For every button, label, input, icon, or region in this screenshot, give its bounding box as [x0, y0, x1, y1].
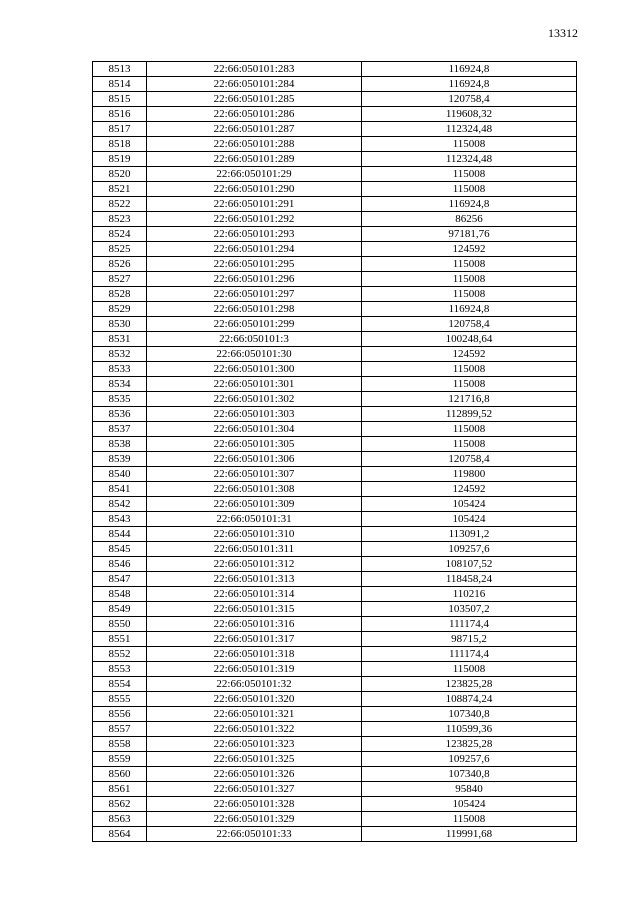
value-cell: 107340,8	[362, 707, 577, 722]
cadastral-number-cell: 22:66:050101:317	[147, 632, 362, 647]
table-row	[93, 152, 577, 167]
row-number-cell: 8543	[93, 512, 147, 527]
row-number-cell: 8545	[93, 542, 147, 557]
value-cell: 100248,64	[362, 332, 577, 347]
table-row	[93, 527, 577, 542]
table-row	[93, 197, 577, 212]
value-cell: 112324,48	[362, 152, 577, 167]
cadastral-number-cell: 22:66:050101:313	[147, 572, 362, 587]
cadastral-number-cell: 22:66:050101:327	[147, 782, 362, 797]
table-row	[93, 92, 577, 107]
row-number-cell: 8552	[93, 647, 147, 662]
value-cell: 124592	[362, 242, 577, 257]
table-row	[93, 347, 577, 362]
cadastral-number-cell: 22:66:050101:302	[147, 392, 362, 407]
value-cell: 124592	[362, 482, 577, 497]
value-cell: 112324,48	[362, 122, 577, 137]
row-number-cell: 8562	[93, 797, 147, 812]
table-row	[93, 692, 577, 707]
table-row	[93, 542, 577, 557]
row-number-cell: 8549	[93, 602, 147, 617]
table-row	[93, 512, 577, 527]
cadastral-number-cell: 22:66:050101:32	[147, 677, 362, 692]
cadastral-number-cell: 22:66:050101:300	[147, 362, 362, 377]
cadastral-number-cell: 22:66:050101:325	[147, 752, 362, 767]
table-row	[93, 437, 577, 452]
row-number-cell: 8541	[93, 482, 147, 497]
table-row	[93, 827, 577, 842]
row-number-cell: 8538	[93, 437, 147, 452]
row-number-cell: 8527	[93, 272, 147, 287]
table-row	[93, 257, 577, 272]
cadastral-number-cell: 22:66:050101:287	[147, 122, 362, 137]
cadastral-number-cell: 22:66:050101:318	[147, 647, 362, 662]
cadastral-number-cell: 22:66:050101:33	[147, 827, 362, 842]
row-number-cell: 8544	[93, 527, 147, 542]
cadastral-number-cell: 22:66:050101:294	[147, 242, 362, 257]
value-cell: 121716,8	[362, 392, 577, 407]
table-row	[93, 482, 577, 497]
cadastral-number-cell: 22:66:050101:323	[147, 737, 362, 752]
table-row	[93, 617, 577, 632]
value-cell: 109257,6	[362, 752, 577, 767]
cadastral-number-cell: 22:66:050101:310	[147, 527, 362, 542]
cadastral-number-cell: 22:66:050101:304	[147, 422, 362, 437]
cadastral-number-cell: 22:66:050101:31	[147, 512, 362, 527]
cadastral-number-cell: 22:66:050101:295	[147, 257, 362, 272]
table-row	[93, 737, 577, 752]
value-cell: 86256	[362, 212, 577, 227]
value-cell: 111174,4	[362, 617, 577, 632]
table-row	[93, 317, 577, 332]
value-cell: 120758,4	[362, 92, 577, 107]
table-body	[93, 62, 577, 842]
cadastral-number-cell: 22:66:050101:29	[147, 167, 362, 182]
value-cell: 105424	[362, 497, 577, 512]
row-number-cell: 8531	[93, 332, 147, 347]
table-row	[93, 812, 577, 827]
row-number-cell: 8537	[93, 422, 147, 437]
value-cell: 118458,24	[362, 572, 577, 587]
table-row	[93, 662, 577, 677]
table-row	[93, 182, 577, 197]
row-number-cell: 8546	[93, 557, 147, 572]
row-number-cell: 8518	[93, 137, 147, 152]
table-row	[93, 227, 577, 242]
cadastral-number-cell: 22:66:050101:306	[147, 452, 362, 467]
row-number-cell: 8547	[93, 572, 147, 587]
table-row	[93, 332, 577, 347]
table-row	[93, 707, 577, 722]
cadastral-number-cell: 22:66:050101:289	[147, 152, 362, 167]
cadastral-number-cell: 22:66:050101:305	[147, 437, 362, 452]
row-number-cell: 8529	[93, 302, 147, 317]
row-number-cell: 8555	[93, 692, 147, 707]
cadastral-number-cell: 22:66:050101:311	[147, 542, 362, 557]
row-number-cell: 8523	[93, 212, 147, 227]
table-row	[93, 62, 577, 77]
value-cell: 113091,2	[362, 527, 577, 542]
row-number-cell: 8534	[93, 377, 147, 392]
table-row	[93, 572, 577, 587]
cadastral-number-cell: 22:66:050101:30	[147, 347, 362, 362]
row-number-cell: 8548	[93, 587, 147, 602]
row-number-cell: 8560	[93, 767, 147, 782]
cadastral-number-cell: 22:66:050101:286	[147, 107, 362, 122]
row-number-cell: 8535	[93, 392, 147, 407]
value-cell: 115008	[362, 812, 577, 827]
row-number-cell: 8513	[93, 62, 147, 77]
value-cell: 111174,4	[362, 647, 577, 662]
value-cell: 108107,52	[362, 557, 577, 572]
cadastral-value-table	[92, 61, 577, 842]
cadastral-number-cell: 22:66:050101:293	[147, 227, 362, 242]
row-number-cell: 8564	[93, 827, 147, 842]
table-row	[93, 467, 577, 482]
row-number-cell: 8561	[93, 782, 147, 797]
row-number-cell: 8558	[93, 737, 147, 752]
table-row	[93, 632, 577, 647]
value-cell: 115008	[362, 287, 577, 302]
cadastral-number-cell: 22:66:050101:322	[147, 722, 362, 737]
value-cell: 120758,4	[362, 317, 577, 332]
value-cell: 108874,24	[362, 692, 577, 707]
value-cell: 112899,52	[362, 407, 577, 422]
row-number-cell: 8516	[93, 107, 147, 122]
value-cell: 119800	[362, 467, 577, 482]
cadastral-number-cell: 22:66:050101:314	[147, 587, 362, 602]
value-cell: 116924,8	[362, 302, 577, 317]
table-row	[93, 167, 577, 182]
value-cell: 124592	[362, 347, 577, 362]
row-number-cell: 8553	[93, 662, 147, 677]
table-row	[93, 722, 577, 737]
value-cell: 110216	[362, 587, 577, 602]
row-number-cell: 8530	[93, 317, 147, 332]
table-row	[93, 647, 577, 662]
table-row	[93, 557, 577, 572]
cadastral-number-cell: 22:66:050101:316	[147, 617, 362, 632]
value-cell: 116924,8	[362, 77, 577, 92]
value-cell: 98715,2	[362, 632, 577, 647]
cadastral-number-cell: 22:66:050101:328	[147, 797, 362, 812]
cadastral-number-cell: 22:66:050101:285	[147, 92, 362, 107]
row-number-cell: 8551	[93, 632, 147, 647]
cadastral-number-cell: 22:66:050101:290	[147, 182, 362, 197]
value-cell: 120758,4	[362, 452, 577, 467]
value-cell: 119608,32	[362, 107, 577, 122]
row-number-cell: 8559	[93, 752, 147, 767]
row-number-cell: 8540	[93, 467, 147, 482]
value-cell: 105424	[362, 512, 577, 527]
value-cell: 123825,28	[362, 737, 577, 752]
row-number-cell: 8515	[93, 92, 147, 107]
row-number-cell: 8554	[93, 677, 147, 692]
cadastral-number-cell: 22:66:050101:288	[147, 137, 362, 152]
cadastral-number-cell: 22:66:050101:301	[147, 377, 362, 392]
cadastral-number-cell: 22:66:050101:3	[147, 332, 362, 347]
value-cell: 115008	[362, 257, 577, 272]
cadastral-number-cell: 22:66:050101:309	[147, 497, 362, 512]
table-row	[93, 242, 577, 257]
table-row	[93, 587, 577, 602]
table-row	[93, 287, 577, 302]
row-number-cell: 8536	[93, 407, 147, 422]
cadastral-number-cell: 22:66:050101:320	[147, 692, 362, 707]
row-number-cell: 8528	[93, 287, 147, 302]
row-number-cell: 8556	[93, 707, 147, 722]
cadastral-number-cell: 22:66:050101:312	[147, 557, 362, 572]
table-row	[93, 602, 577, 617]
cadastral-number-cell: 22:66:050101:329	[147, 812, 362, 827]
value-cell: 107340,8	[362, 767, 577, 782]
row-number-cell: 8532	[93, 347, 147, 362]
table-row	[93, 677, 577, 692]
value-cell: 115008	[362, 437, 577, 452]
value-cell: 123825,28	[362, 677, 577, 692]
value-cell: 115008	[362, 662, 577, 677]
table-row	[93, 302, 577, 317]
value-cell: 119991,68	[362, 827, 577, 842]
value-cell: 115008	[362, 272, 577, 287]
table-row	[93, 77, 577, 92]
table-row	[93, 107, 577, 122]
table-row	[93, 212, 577, 227]
value-cell: 116924,8	[362, 197, 577, 212]
value-cell: 115008	[362, 167, 577, 182]
row-number-cell: 8522	[93, 197, 147, 212]
value-cell: 115008	[362, 137, 577, 152]
table-row	[93, 137, 577, 152]
value-cell: 103507,2	[362, 602, 577, 617]
cadastral-number-cell: 22:66:050101:284	[147, 77, 362, 92]
table-row	[93, 392, 577, 407]
cadastral-number-cell: 22:66:050101:303	[147, 407, 362, 422]
cadastral-number-cell: 22:66:050101:298	[147, 302, 362, 317]
row-number-cell: 8520	[93, 167, 147, 182]
cadastral-number-cell: 22:66:050101:291	[147, 197, 362, 212]
table-row	[93, 452, 577, 467]
table-row	[93, 407, 577, 422]
table-row	[93, 767, 577, 782]
cadastral-number-cell: 22:66:050101:319	[147, 662, 362, 677]
table-row	[93, 122, 577, 137]
row-number-cell: 8517	[93, 122, 147, 137]
row-number-cell: 8539	[93, 452, 147, 467]
value-cell: 115008	[362, 362, 577, 377]
value-cell: 115008	[362, 182, 577, 197]
row-number-cell: 8557	[93, 722, 147, 737]
cadastral-number-cell: 22:66:050101:292	[147, 212, 362, 227]
cadastral-number-cell: 22:66:050101:283	[147, 62, 362, 77]
table-row	[93, 497, 577, 512]
cadastral-number-cell: 22:66:050101:307	[147, 467, 362, 482]
value-cell: 110599,36	[362, 722, 577, 737]
table-row	[93, 797, 577, 812]
value-cell: 115008	[362, 377, 577, 392]
table-row	[93, 752, 577, 767]
table-row	[93, 782, 577, 797]
value-cell: 95840	[362, 782, 577, 797]
page-number: 13312	[548, 26, 578, 40]
cadastral-number-cell: 22:66:050101:326	[147, 767, 362, 782]
table-row	[93, 422, 577, 437]
row-number-cell: 8526	[93, 257, 147, 272]
value-cell: 105424	[362, 797, 577, 812]
cadastral-number-cell: 22:66:050101:297	[147, 287, 362, 302]
table-row	[93, 272, 577, 287]
table-row	[93, 377, 577, 392]
row-number-cell: 8521	[93, 182, 147, 197]
cadastral-number-cell: 22:66:050101:315	[147, 602, 362, 617]
cadastral-number-cell: 22:66:050101:308	[147, 482, 362, 497]
cadastral-number-cell: 22:66:050101:299	[147, 317, 362, 332]
row-number-cell: 8563	[93, 812, 147, 827]
row-number-cell: 8525	[93, 242, 147, 257]
row-number-cell: 8550	[93, 617, 147, 632]
row-number-cell: 8542	[93, 497, 147, 512]
row-number-cell: 8524	[93, 227, 147, 242]
value-cell: 116924,8	[362, 62, 577, 77]
value-cell: 97181,76	[362, 227, 577, 242]
row-number-cell: 8533	[93, 362, 147, 377]
value-cell: 115008	[362, 422, 577, 437]
row-number-cell: 8519	[93, 152, 147, 167]
row-number-cell: 8514	[93, 77, 147, 92]
cadastral-number-cell: 22:66:050101:296	[147, 272, 362, 287]
cadastral-number-cell: 22:66:050101:321	[147, 707, 362, 722]
value-cell: 109257,6	[362, 542, 577, 557]
table-row	[93, 362, 577, 377]
